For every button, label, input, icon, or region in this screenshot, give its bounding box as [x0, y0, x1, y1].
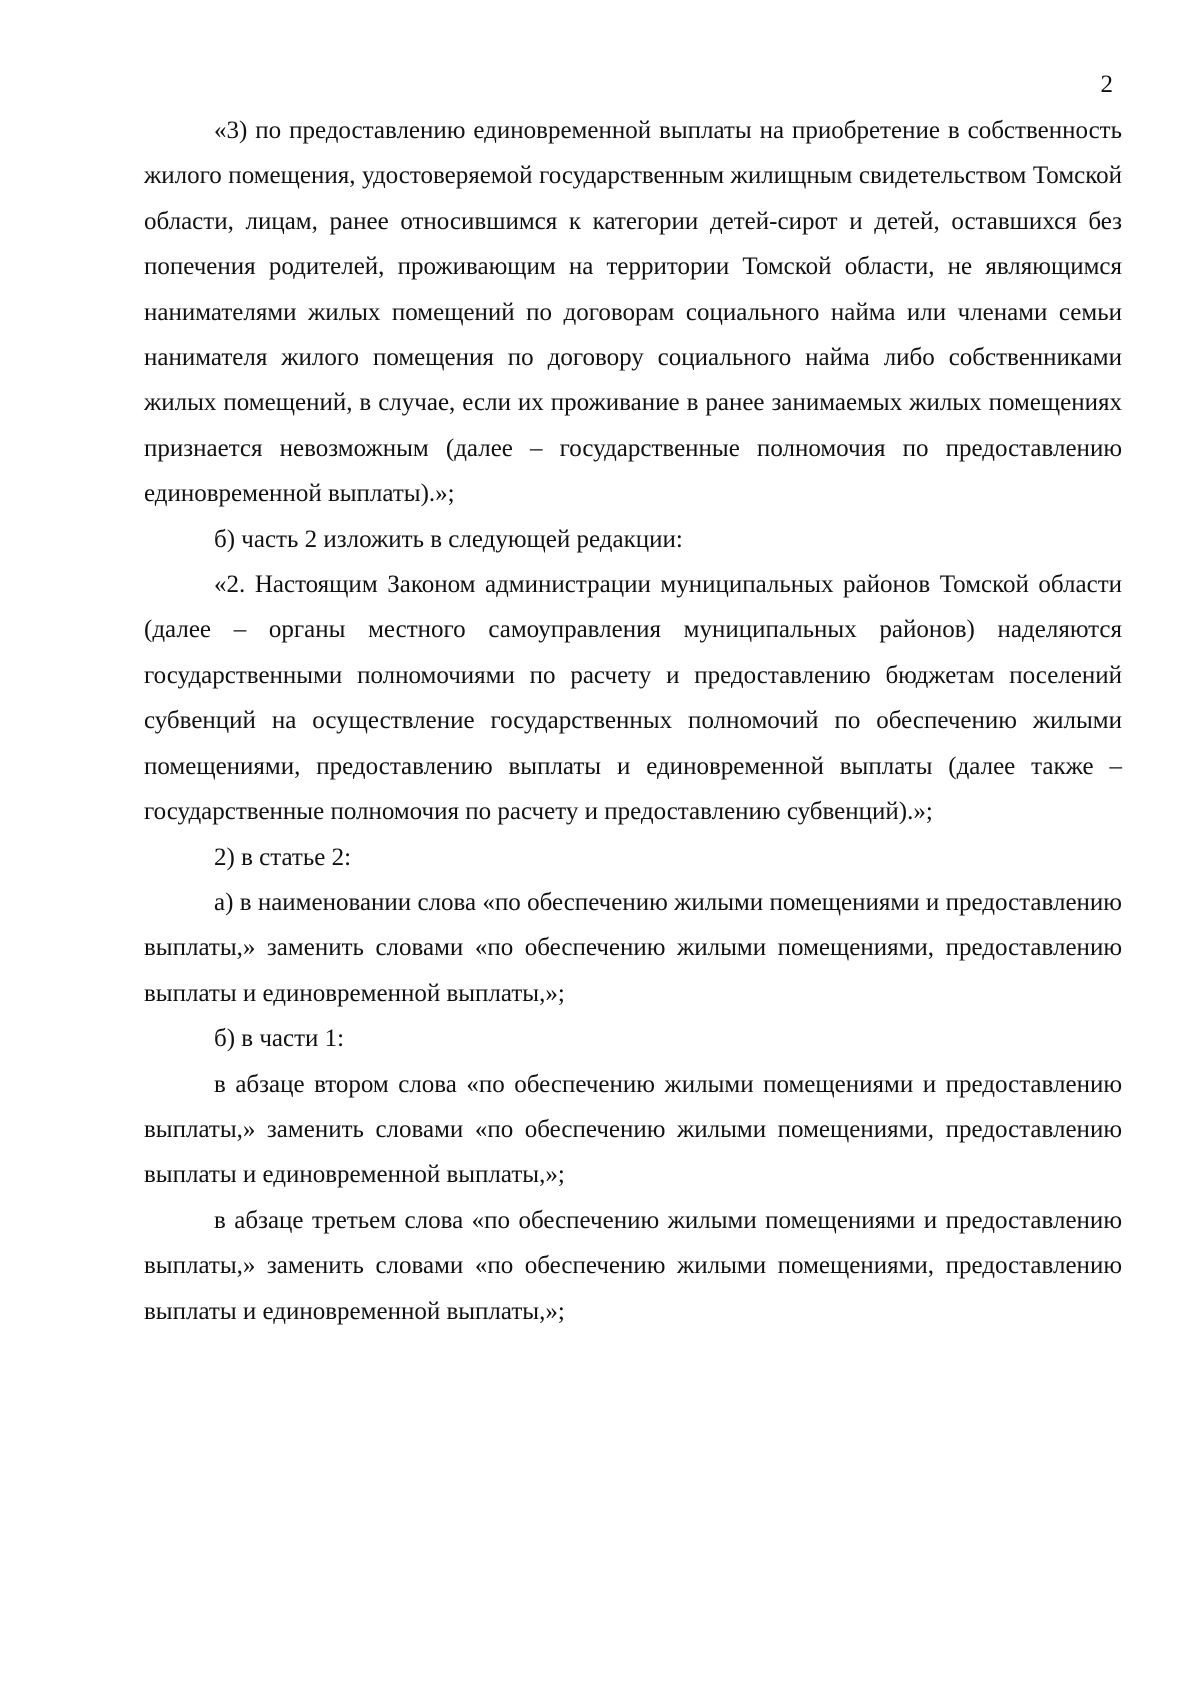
- paragraph-part-2-text: «2. Настоящим Законом администрации муниципальных районов Томской области (далее – органы местного самоуправления муниципальных районов) наделяются государственными полномочиями по расчету и предоставлению бюджетам поселений субвенций на осуществление государственных полномочий по обеспечению жилыми помещениями, предоставлению выплаты и единовременной выплаты (далее также – государственные полномочия по расчету и предоставлению субвенций).»;: [144, 571, 1122, 826]
- paragraph-part-1-third-abzac: в абзаце третьем слова «по обеспечению жилыми помещениями и предоставлению выплаты,» заменить словами «по обеспечению жилыми помещениями, предоставлению выплаты и единовременной выплаты,»;: [144, 1206, 1122, 1325]
- paragraph-item-3: «3) по предоставлению единовременной выплаты на приобретение в собственность жилого помещения, удостоверяемой государственным жилищным свидетельством Томской области, лицам, ранее относившимся к категории детей-сирот и детей, оставшихся без попечения родителей, проживающим на территории Томской области, не являющимся нанимателями жилых помещений по договорам социального найма или членами семьи нанимателя жилого помещения по договору социального найма либо собственниками жилых помещений, в случае, если их проживание в ранее занимаемых жилых помещениях признается невозможным (далее – государственные полномочия по предоставлению единовременной выплаты).»;: [144, 117, 1122, 508]
- document-body: [144, 108, 1122, 1334]
- paragraph-part-2-intro: б) часть 2 изложить в следующей редакции:: [214, 525, 683, 553]
- page-number: 2: [1100, 71, 1113, 98]
- paragraph-article-2: 2) в статье 2:: [214, 843, 352, 871]
- paragraph-part-1-second-abzac: в абзаце втором слова «по обеспечению жилыми помещениями и предоставлению выплаты,» заменить словами «по обеспечению жилыми помещениями, предоставлению выплаты и единовременной выплаты,»;: [144, 1070, 1122, 1189]
- paragraph-part-1-intro: б) в части 1:: [214, 1025, 345, 1053]
- paragraph-article-2-title-change: а) в наименовании слова «по обеспечению жилыми помещениями и предоставлению выплаты,» заменить словами «по обеспечению жилыми помещениями, предоставлению выплаты и единовременной выплаты,»;: [144, 888, 1122, 1007]
